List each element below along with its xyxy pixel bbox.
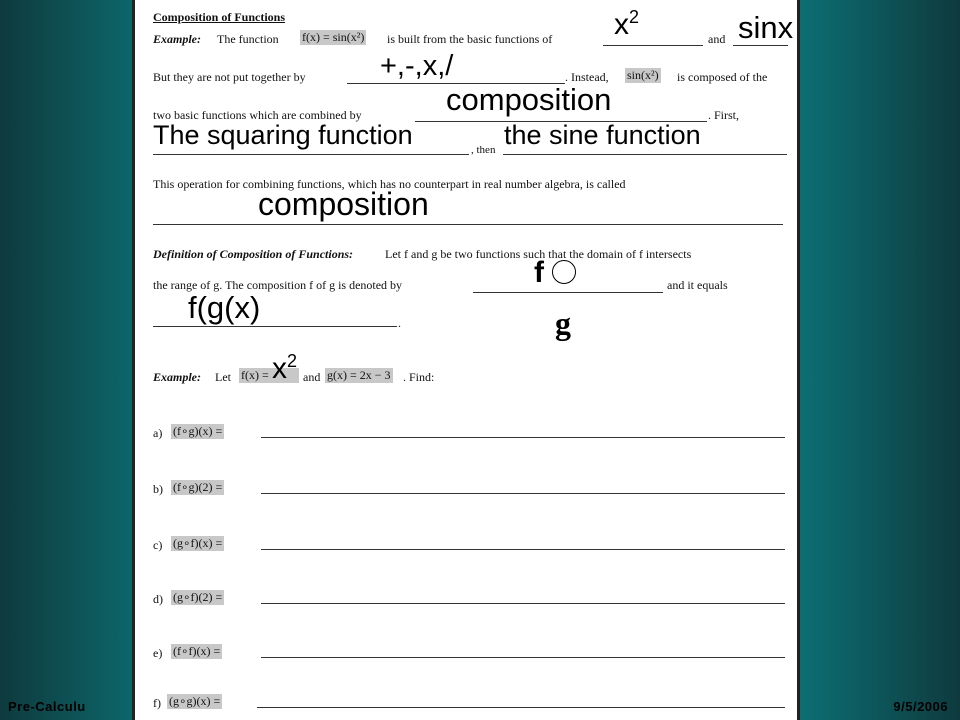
answer-operations: +,-,x,/ bbox=[380, 50, 454, 82]
footer-course-label: Pre-Calculu bbox=[8, 699, 86, 714]
item-letter: c) bbox=[153, 538, 163, 552]
item-expression: (f∘g)(2) = bbox=[173, 480, 223, 494]
composition-ring-icon bbox=[552, 260, 576, 284]
example-label: Example: bbox=[153, 32, 201, 46]
item-expression: (g∘g)(x) = bbox=[169, 694, 221, 708]
item-expression: (f∘f)(x) = bbox=[173, 644, 221, 658]
body-text: two basic functions which are combined by bbox=[153, 108, 362, 122]
footer-date: 9/5/2006 bbox=[893, 699, 948, 714]
answer-x-squared: $x^2$ bbox=[614, 7, 640, 41]
item-letter: b) bbox=[153, 482, 163, 496]
body-text: and bbox=[303, 370, 321, 384]
item-letter: e) bbox=[153, 646, 163, 660]
answer-line bbox=[261, 603, 785, 604]
answer-f-of-g-of-x: f(g(x) bbox=[188, 290, 261, 325]
example-label: Example: bbox=[153, 370, 201, 384]
blank-line bbox=[473, 292, 663, 293]
body-text: Let bbox=[215, 370, 231, 384]
answer-x-squared-2: $x^2$ bbox=[272, 351, 298, 385]
formula-sin: sin(x²) bbox=[627, 68, 659, 82]
example-text: is built from the basic functions of bbox=[387, 32, 553, 46]
and-text: and bbox=[708, 32, 726, 46]
formula-gx: g(x) = 2x − 3 bbox=[327, 368, 391, 382]
body-text: . Find: bbox=[403, 370, 435, 384]
item-letter: d) bbox=[153, 592, 163, 606]
answer-line bbox=[261, 657, 785, 658]
worksheet-title: Composition of Functions bbox=[153, 10, 286, 24]
body-text: is composed of the bbox=[677, 70, 768, 84]
body-text: and it equals bbox=[667, 278, 728, 292]
body-text: . First, bbox=[708, 108, 740, 122]
item-expression: (g∘f)(2) = bbox=[173, 590, 223, 604]
formula-fx2: f(x) = bbox=[239, 368, 299, 383]
body-text: This operation for combining functions, which has no counterpart in real number algebra, is called bbox=[153, 177, 626, 191]
period: . bbox=[398, 316, 401, 330]
blank-line bbox=[503, 154, 787, 155]
item-letter: f) bbox=[153, 696, 161, 710]
composition-symbol: f bbox=[534, 256, 576, 290]
body-text: , then bbox=[471, 144, 496, 156]
answer-sinx: sinx bbox=[738, 10, 794, 45]
blank-line bbox=[153, 224, 783, 225]
definition-label: Definition of Composition of Functions: bbox=[153, 247, 354, 261]
body-text: . Instead, bbox=[565, 70, 609, 84]
item-expression: (f∘g)(x) = bbox=[173, 424, 223, 438]
body-text: But they are not put together by bbox=[153, 70, 306, 84]
definition-text: Let f and g be two functions such that the domain of f intersects bbox=[385, 247, 692, 261]
answer-composition-2: composition bbox=[258, 186, 429, 222]
answer-sine-function: the sine function bbox=[504, 120, 701, 150]
answer-g: g bbox=[555, 305, 571, 341]
blank-line bbox=[603, 45, 703, 46]
item-expression: (g∘f)(x) = bbox=[173, 536, 223, 550]
answer-line bbox=[261, 493, 785, 494]
example-text: The function bbox=[217, 32, 279, 46]
formula-fx: f(x) = sin(x²) bbox=[302, 30, 365, 44]
answer-composition-1: composition bbox=[446, 82, 612, 117]
item-letter: a) bbox=[153, 426, 163, 440]
blank-line bbox=[153, 326, 397, 327]
body-text: the range of g. The composition f of g is denoted by bbox=[153, 278, 403, 292]
answer-line bbox=[257, 707, 785, 708]
answer-line bbox=[261, 549, 785, 550]
answer-line bbox=[261, 437, 785, 438]
blank-line bbox=[153, 154, 469, 155]
answer-squaring-function: The squaring function bbox=[153, 120, 413, 150]
